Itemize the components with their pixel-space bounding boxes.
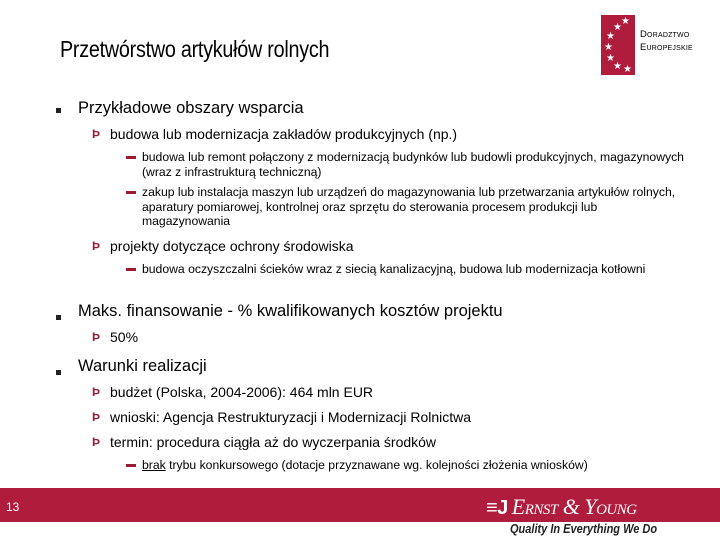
list-item: budżet (Polska, 2004-2006): 464 mln EUR: [110, 384, 374, 400]
bullet-icon: Þ: [92, 127, 101, 141]
bullet-icon: Þ: [92, 385, 101, 399]
section-heading: Maks. finansowanie - % kwalifikowanych kosztów projektu: [78, 302, 503, 320]
footer-band: [0, 488, 720, 522]
dash-bullet-icon: [126, 268, 136, 271]
ernst-young-logo: ≡J Ernst & Young: [486, 494, 637, 519]
doradztwo-logo-text: Doradztwo Europejskie: [640, 29, 693, 53]
dash-bullet-icon: [126, 464, 136, 467]
bullet-icon: Þ: [92, 239, 101, 253]
section-heading: Warunki realizacji: [78, 357, 207, 375]
section-heading: Przykładowe obszary wsparcia: [78, 99, 304, 117]
page-number: 13: [6, 500, 20, 514]
list-item: termin: procedura ciągła aż do wyczerpania środków: [110, 434, 437, 450]
bullet-icon: [56, 370, 61, 375]
bullet-icon: [56, 315, 61, 320]
list-item: 50%: [110, 329, 139, 345]
list-item: brak trybu konkursowego (dotacje przyznawane wg. kolejności złożenia wniosków): [142, 458, 588, 472]
list-item: projekty dotyczące ochrony środowiska: [110, 238, 354, 254]
list-item: budowa lub remont połączony z modernizacją budynków lub budowli produkcyjnych, magazynowych (wraz z infrastrukturą techniczną): [142, 150, 684, 179]
slide-title: Przetwórstwo artykułów rolnych: [60, 36, 330, 62]
doradztwo-logo-mark: ★ ★ ★ ★ ★ ★ ★: [601, 15, 635, 75]
list-item: budowa oczyszczalni ścieków wraz z siecią kanalizacyjną, budowa lub modernizacja kotłowni: [142, 262, 646, 276]
bullet-icon: Þ: [92, 330, 101, 344]
list-item: wnioski: Agencja Restrukturyzacji i Modernizacji Rolnictwa: [110, 409, 472, 425]
dash-bullet-icon: [126, 156, 136, 159]
list-item: budowa lub modernizacja zakładów produkcyjnych (np.): [110, 126, 458, 142]
bullet-icon: Þ: [92, 410, 101, 424]
tagline: Quality In Everything We Do: [510, 522, 658, 536]
dash-bullet-icon: [126, 191, 136, 194]
bullet-icon: Þ: [92, 435, 101, 449]
list-item: zakup lub instalacja maszyn lub urządzeń do magazynowania lub przetwarzania artykułów rolnych, aparatury pomiarowej, kontrolnej oraz sprzętu do sterowania procesem produkcji lub magazynowania: [142, 185, 676, 228]
bullet-icon: [56, 108, 61, 113]
